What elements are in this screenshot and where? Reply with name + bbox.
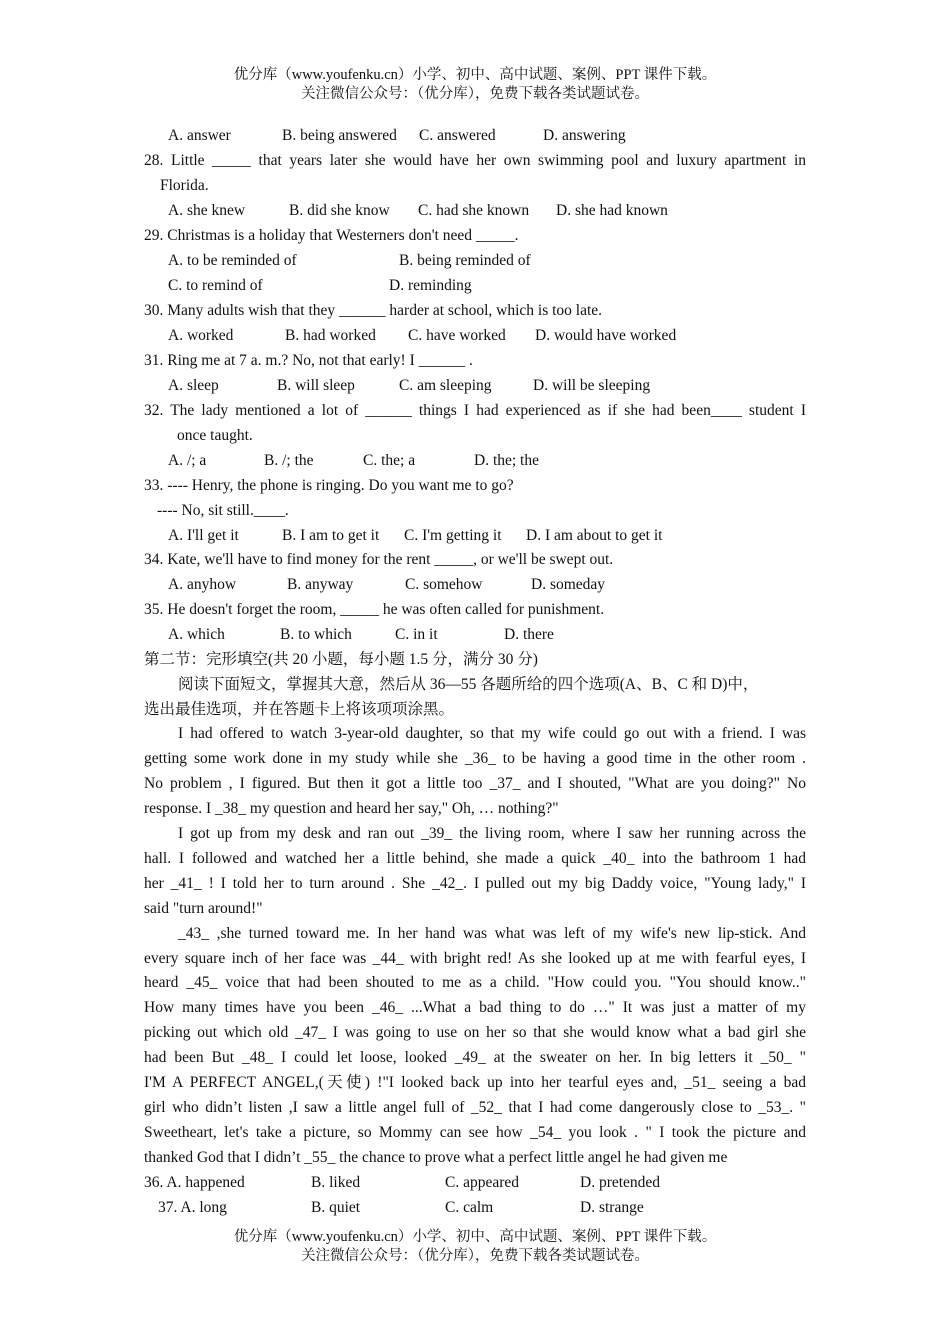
- q30-option-c: C. have worked: [408, 327, 506, 344]
- passage-line: No problem , I figured. But then it got a little too _37_ and I shouted, "What are you doing?" No: [144, 775, 806, 792]
- q32-stem: 32. The lady mentioned a lot of ______ things I had experienced as if she had been____ student I: [144, 402, 806, 419]
- q36-option-d: D. pretended: [580, 1174, 661, 1191]
- q29-option-c: C. to remind of: [168, 277, 263, 294]
- q33-option-d: D. I am about to get it: [526, 527, 663, 544]
- passage-line: said "turn around!": [144, 900, 263, 917]
- passage-line: response. I _38_ my question and heard her say," Oh, … nothing?": [144, 800, 559, 817]
- passage-line: I had offered to watch 3-year-old daughter, so that my wife could go out with a friend. I was: [178, 725, 806, 742]
- q33-stem: 33. ---- Henry, the phone is ringing. Do you want me to go?: [144, 477, 514, 494]
- header-line-2: 关注微信公众号：（优分库），免费下载各类试题试卷。: [301, 86, 649, 102]
- q29-option-d: D. reminding: [389, 277, 472, 294]
- passage-line: How many times have you been _46_ ...What a bad thing to do …" It was just a matter of my: [144, 999, 806, 1016]
- q31-option-b: B. will sleep: [277, 377, 355, 394]
- section-instructions-cont: 选出最佳选项，并在答题卡上将该项项涂黑。: [144, 701, 455, 718]
- q33-reply: ---- No, sit still.____.: [157, 502, 289, 519]
- q37-option-c: C. calm: [445, 1199, 494, 1216]
- passage-line: hall. I followed and watched her a little behind, she made a quick _40_ into the bathroom 1 had: [144, 850, 806, 867]
- passage-line: had been But _48_ I could let loose, looked _49_ at the sweater on her. In big letters it _50_ ": [144, 1049, 806, 1066]
- passage-line: I got up from my desk and ran out _39_ the living room, where I saw her running across the: [178, 825, 806, 842]
- q30-option-b: B. had worked: [285, 327, 376, 344]
- footer-line-1: 优分库（www.youfenku.cn）小学、初中、高中试题、案例、PPT 课件下载。: [233, 1229, 717, 1245]
- q30-stem: 30. Many adults wish that they ______ harder at school, which is too late.: [144, 302, 603, 319]
- q36-option-b: B. liked: [311, 1174, 361, 1191]
- q33-option-b: B. I am to get it: [282, 527, 380, 544]
- q35-option-d: D. there: [504, 626, 554, 643]
- q29-option-b: B. being reminded of: [399, 252, 531, 269]
- footer-line-2: 关注微信公众号：（优分库），免费下载各类试题试卷。: [301, 1248, 649, 1264]
- q37-option-a: 37. A. long: [158, 1199, 227, 1216]
- q30-option-d: D. would have worked: [535, 327, 677, 344]
- q37-option-d: D. strange: [580, 1199, 644, 1216]
- passage-line: thanked God that I didn’t _55_ the chance to prove what a perfect little angel he had given me: [144, 1149, 728, 1166]
- q28-stem: 28. Little _____ that years later she would have her own swimming pool and luxury apartment in: [144, 152, 806, 169]
- q30-option-a: A. worked: [168, 327, 234, 344]
- passage-line: her _41_ ! I told her to turn around . She _42_. I pulled out my big Daddy voice, "Young lady," I: [144, 875, 806, 892]
- q29-stem: 29. Christmas is a holiday that Westerners don't need _____.: [144, 227, 519, 244]
- page-footer: [0, 1228, 950, 1266]
- q35-option-b: B. to which: [280, 626, 352, 643]
- q31-stem: 31. Ring me at 7 a. m.? No, not that early! I ______ .: [144, 352, 473, 369]
- q27-option-b: B. being answered: [282, 127, 397, 144]
- passage-line: getting some work done in my study while she _36_ to be having a good time in the other room .: [144, 750, 806, 767]
- q28-option-c: C. had she known: [418, 202, 530, 219]
- section-instructions: 阅读下面短文，掌握其大意，然后从 36—55 各题所给的四个选项(A、B、C 和 D)中，: [178, 676, 759, 693]
- q28-option-b: B. did she know: [289, 202, 390, 219]
- passage-line: heard _45_ voice that had been shouted to me as a child. "How could you. "You should know..": [144, 974, 806, 991]
- q36-option-a: 36. A. happened: [144, 1174, 245, 1191]
- header-line-1: 优分库（www.youfenku.cn）小学、初中、高中试题、案例、PPT 课件下载。: [233, 67, 717, 83]
- passage-line: every square inch of her face was _44_ with bright red! As she looked up at me with fearful eyes, I: [144, 950, 806, 967]
- q27-option-c: C. answered: [419, 127, 496, 144]
- q27-option-a: A. answer: [168, 127, 231, 144]
- section-title: 第二节：完形填空(共 20 小题，每小题 1.5 分，满分 30 分): [144, 651, 538, 668]
- q34-stem: 34. Kate, we'll have to find money for the rent _____, or we'll be swept out.: [144, 551, 614, 568]
- q32-option-d: D. the; the: [474, 452, 539, 469]
- q32-option-a: A. /; a: [168, 452, 207, 469]
- q37-option-b: B. quiet: [311, 1199, 361, 1216]
- q28-option-a: A. she knew: [168, 202, 246, 219]
- q33-option-c: C. I'm getting it: [404, 527, 502, 544]
- passage-line: I'M A PERFECT ANGEL,(天使) !"I looked back up into her tearful eyes and, _51_ seeing a bad: [144, 1074, 806, 1091]
- passage-line: _43_ ,she turned toward me. In her hand was what was left of my wife's new lip-stick. And: [178, 925, 806, 942]
- q28-stem-cont: Florida.: [160, 177, 209, 194]
- q34-option-c: C. somehow: [405, 576, 483, 593]
- q27-option-d: D. answering: [543, 127, 626, 144]
- q31-option-a: A. sleep: [168, 377, 219, 394]
- q29-option-a: A. to be reminded of: [168, 252, 297, 269]
- q31-option-c: C. am sleeping: [399, 377, 492, 394]
- q34-option-b: B. anyway: [287, 576, 354, 593]
- q35-stem: 35. He doesn't forget the room, _____ he was often called for punishment.: [144, 601, 605, 618]
- q34-option-a: A. anyhow: [168, 576, 237, 593]
- q36-option-c: C. appeared: [445, 1174, 520, 1191]
- q35-option-a: A. which: [168, 626, 225, 643]
- q28-option-d: D. she had known: [556, 202, 668, 219]
- q33-option-a: A. I'll get it: [168, 527, 239, 544]
- q34-option-d: D. someday: [531, 576, 606, 593]
- q32-option-c: C. the; a: [363, 452, 416, 469]
- passage-line: Sweetheart, let's take a picture, so Mommy can see how _54_ you look . " I took the picture and: [144, 1124, 806, 1141]
- q31-option-d: D. will be sleeping: [533, 377, 651, 394]
- q32-stem-cont: once taught.: [177, 427, 253, 444]
- passage-line: girl who didn’t listen ,I saw a little angel full of _52_ that I had come dangerously close to _53_. ": [144, 1099, 806, 1116]
- q35-option-c: C. in it: [395, 626, 438, 643]
- page-header: [0, 66, 950, 104]
- q32-option-b: B. /; the: [264, 452, 314, 469]
- passage-line: picking out which old _47_ I was going to use on her so that she would know what a bad girl she: [144, 1024, 806, 1041]
